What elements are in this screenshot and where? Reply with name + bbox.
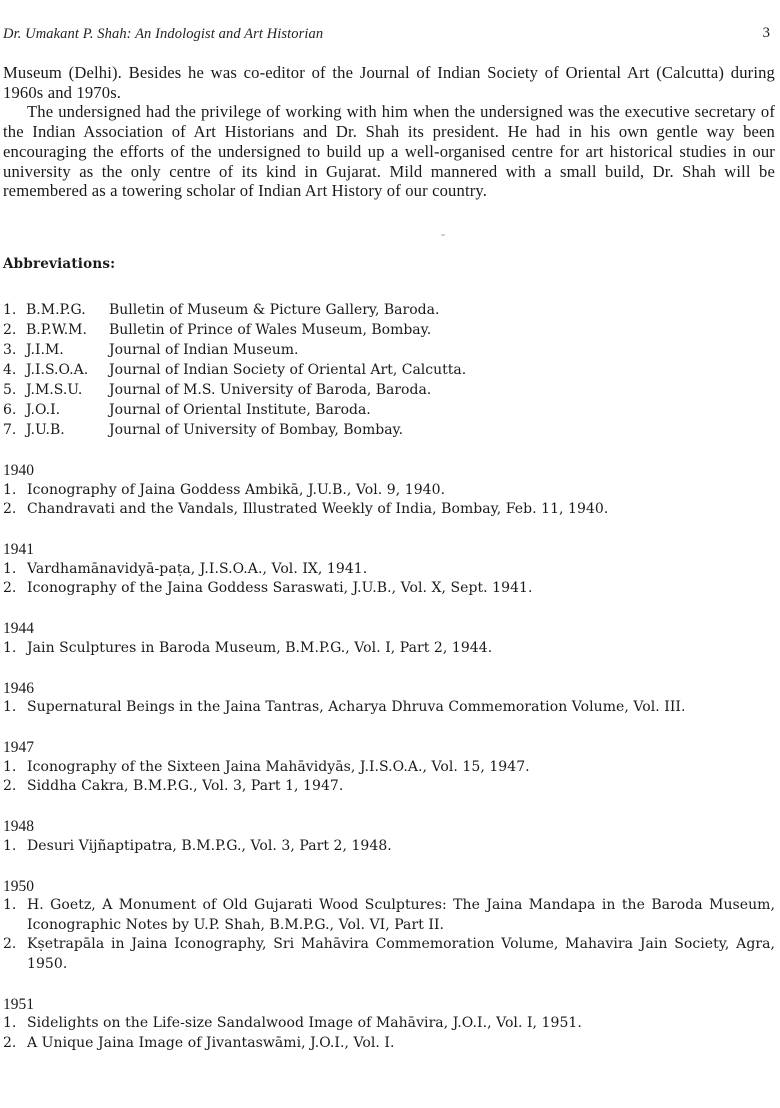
- bibliography: [3, 461, 775, 1074]
- year-block-1941: [3, 540, 775, 599]
- year-label: 1948: [3, 818, 34, 835]
- entry-number: 1.: [3, 481, 17, 498]
- entry-text: Jain Sculptures in Baroda Museum, B.M.P.G., Vol. I, Part 2, 1944.: [27, 639, 493, 656]
- abbreviation-number: 7.: [3, 422, 17, 438]
- bibliography-entry: [3, 1034, 775, 1054]
- abbreviation-meaning: Journal of Indian Museum.: [109, 342, 299, 358]
- running-head-title: Dr. Umakant P. Shah: An Indologist and Art Historian: [3, 26, 324, 42]
- scan-speck: [441, 234, 445, 236]
- abbreviations-list: [3, 300, 466, 440]
- entry-number: 1.: [3, 639, 17, 656]
- year-block-1944: [3, 619, 775, 658]
- entry-text: Siddha Cakra, B.M.P.G., Vol. 3, Part 1, 1947.: [27, 778, 344, 794]
- year-block-1946: [3, 679, 775, 718]
- abbreviation-number: 5.: [3, 382, 17, 398]
- entry-text: Sidelights on the Life-size Sandalwood Image of Mahāvira, J.O.I., Vol. I, 1951.: [27, 1015, 582, 1031]
- bibliography-entry: [3, 500, 775, 520]
- entry-text: Iconography of the Sixteen Jaina Mahāvidyās, J.I.S.O.A., Vol. 15, 1947.: [27, 758, 530, 775]
- abbreviation-meaning: Journal of M.S. University of Baroda, Baroda.: [109, 382, 432, 398]
- entry-number: 1.: [3, 699, 17, 715]
- bibliography-entry: [3, 837, 775, 857]
- bibliography-entry: [3, 698, 775, 718]
- abbreviation-item: [3, 300, 466, 320]
- year-block-1950: [3, 877, 775, 975]
- entry-text: Supernatural Beings in the Jaina Tantras, Acharya Dhruva Commemoration Volume, Vol. III.: [27, 699, 686, 715]
- abbreviation-meaning: Bulletin of Museum & Picture Gallery, Baroda.: [109, 302, 440, 318]
- year-label: 1950: [3, 877, 34, 895]
- abbreviation-number: 3.: [3, 342, 17, 358]
- year-label: 1944: [3, 620, 34, 637]
- entry-number: 2.: [3, 936, 17, 952]
- abbreviation-number: 1.: [3, 302, 17, 318]
- entry-number: 1.: [3, 560, 17, 577]
- bibliography-entry: [3, 579, 775, 599]
- entry-text: Kṣetrapāla in Jaina Iconography, Sri Mahāvira Commemoration Volume, Mahavira Jain Society, Agra, 1950.: [27, 936, 775, 972]
- entry-text: Iconography of Jaina Goddess Ambikā, J.U.B., Vol. 9, 1940.: [27, 481, 446, 498]
- paragraph-undersigned: The undersigned had the privilege of working with him when the undersigned was the executive secretary of the Indian Association of Art Historians and Dr. Shah its president. He had in his own gentle way been encouraging the efforts of the undersigned to build up a well-organised centre for art historical studies in our university as the only centre of its kind in Gujarat. Mild mannered with a small build, Dr. Shah will be remembered as a towering scholar of Indian Art History of our country.: [3, 102, 775, 201]
- year-label: 1947: [3, 739, 34, 756]
- year-label: 1941: [3, 541, 34, 558]
- page-number: 3: [762, 25, 770, 41]
- bibliography-entry: [3, 935, 775, 974]
- abbreviation-code: J.U.B.: [26, 422, 65, 438]
- abbreviation-meaning: Journal of Indian Society of Oriental Art, Calcutta.: [109, 362, 467, 378]
- entry-text: Chandravati and the Vandals, Illustrated Weekly of India, Bombay, Feb. 11, 1940.: [27, 501, 609, 517]
- abbreviation-code: B.M.P.G.: [26, 302, 86, 318]
- abbreviation-meaning: Journal of Oriental Institute, Baroda.: [109, 402, 371, 418]
- bibliography-entry: [3, 560, 775, 580]
- entry-number: 2.: [3, 501, 17, 517]
- abbreviations-heading: Abbreviations:: [3, 256, 116, 272]
- entry-text: H. Goetz, A Monument of Old Gujarati Wood Sculptures: The Jaina Mandapa in the Baroda Museum, Iconographic Notes by U.P. Shah, B.M.P.G., Vol. VI, Part II.: [27, 897, 775, 933]
- bibliography-entry: [3, 896, 775, 935]
- year-label: 1951: [3, 995, 34, 1013]
- abbreviation-item: [3, 380, 466, 400]
- abbreviation-item: [3, 420, 466, 440]
- year-label: 1940: [3, 462, 34, 479]
- bibliography-entry: [3, 1014, 775, 1034]
- abbreviation-meaning: Journal of University of Bombay, Bombay.: [109, 422, 404, 438]
- entry-number: 2.: [3, 580, 17, 596]
- abbreviation-code: J.O.I.: [26, 402, 61, 418]
- abbreviation-meaning: Bulletin of Prince of Wales Museum, Bombay.: [109, 322, 432, 338]
- entry-text: Vardhamānavidyā-paṭa, J.I.S.O.A., Vol. IX, 1941.: [27, 560, 368, 577]
- abbreviation-code: J.I.S.O.A.: [26, 362, 89, 378]
- entry-number: 2.: [3, 1034, 17, 1051]
- abbreviation-number: 4.: [3, 362, 17, 378]
- entry-number: 1.: [3, 758, 17, 775]
- abbreviation-code: J.I.M.: [26, 342, 64, 358]
- abbreviation-code: J.M.S.U.: [26, 382, 83, 398]
- bibliography-entry: [3, 758, 775, 778]
- entry-number: 2.: [3, 778, 17, 794]
- entry-number: 1.: [3, 837, 17, 854]
- year-label: 1946: [3, 679, 34, 697]
- abbreviation-item: [3, 340, 466, 360]
- year-block-1947: [3, 738, 775, 797]
- paragraph-continued: Museum (Delhi). Besides he was co-editor of the Journal of Indian Society of Oriental Art (Calcutta) during 1960s and 1970s.: [3, 63, 775, 102]
- bibliography-entry: [3, 777, 775, 797]
- body-text: [3, 63, 775, 201]
- entry-text: Desuri Vijñaptipatra, B.M.P.G., Vol. 3, Part 2, 1948.: [27, 837, 392, 854]
- entry-number: 1.: [3, 1015, 17, 1031]
- entry-text: Iconography of the Jaina Goddess Saraswati, J.U.B., Vol. X, Sept. 1941.: [27, 580, 533, 596]
- entry-number: 1.: [3, 897, 17, 913]
- abbreviation-code: B.P.W.M.: [26, 322, 87, 338]
- abbreviation-number: 6.: [3, 402, 17, 418]
- abbreviation-item: [3, 400, 466, 420]
- year-block-1940: [3, 461, 775, 520]
- abbreviation-item: [3, 360, 466, 380]
- bibliography-entry: [3, 481, 775, 501]
- bibliography-entry: [3, 639, 775, 659]
- abbreviation-item: [3, 320, 466, 340]
- abbreviation-number: 2.: [3, 322, 17, 338]
- entry-text: A Unique Jaina Image of Jivantaswāmi, J.O.I., Vol. I.: [27, 1034, 395, 1051]
- year-block-1948: [3, 817, 775, 856]
- year-block-1951: [3, 995, 775, 1054]
